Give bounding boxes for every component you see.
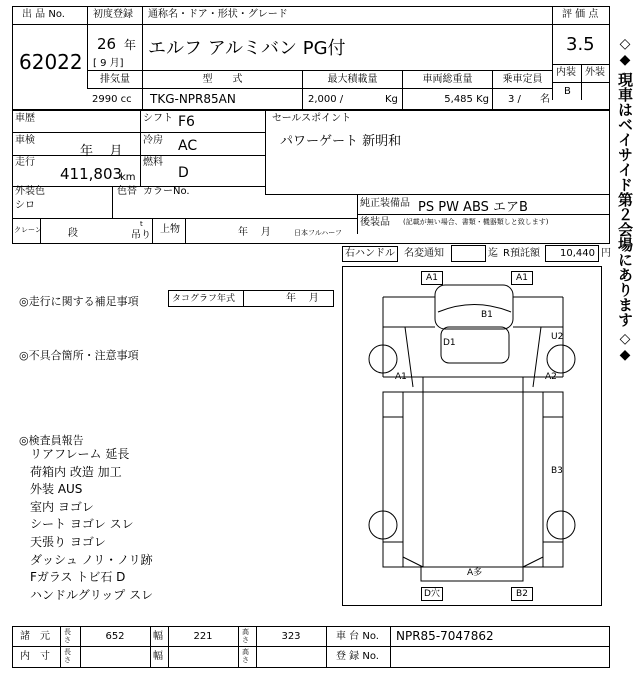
sales-point-value: パワーゲート 新明和 [280, 134, 402, 149]
height-label: 高さ [242, 628, 249, 644]
capacity-label: 乗車定員 [502, 74, 543, 85]
exterior-color-label: 外装色 [15, 186, 45, 197]
fuel-label: 燃料 [143, 157, 163, 168]
width-value: 221 [193, 631, 213, 642]
upper-maker: 日本フルハーフ [294, 229, 342, 237]
upper-date: 年 月 [238, 227, 271, 238]
inspection-label: 車検 [15, 135, 35, 146]
tachograph-value: 年 月 [286, 293, 319, 304]
tachograph-label: タコグラフ年式 [172, 294, 236, 304]
crane-ton-top: t [140, 220, 143, 228]
upper-label: 上物 [160, 224, 180, 235]
crane-ton: 吊り [131, 230, 151, 241]
inspector-line: 荷箱内 改造 加工 [30, 464, 122, 479]
width-label: 幅 [153, 631, 163, 642]
recycle-label: R預託額 [503, 248, 540, 259]
displacement-label: 排気量 [100, 74, 130, 85]
first-reg-year: 26 [97, 35, 117, 53]
chassis-value: NPR85-7047862 [396, 629, 494, 643]
capacity-unit: 名 [540, 94, 550, 105]
lot-number: 62022 [19, 50, 83, 74]
inspector-line: ハンドルグリップ スレ [30, 587, 154, 602]
inspection-value: 年 月 [80, 144, 123, 159]
driving-notes-label: ◎走行に関する補足事項 [19, 295, 139, 308]
height-value: 323 [281, 631, 301, 642]
inner-dims-label: 内 寸 [20, 651, 50, 662]
gvw-label: 車両総重量 [422, 74, 473, 85]
defects-label: ◎不具合箇所・注意事項 [19, 349, 139, 362]
color-no-label: カラーNo. [143, 186, 190, 197]
mark-a1-left: A1 [395, 372, 407, 382]
model-name: エルフ アルミバン PG付 [148, 38, 346, 59]
inspector-line: リアフレーム 延長 [30, 447, 130, 461]
year-unit: 年 [124, 38, 137, 52]
inspector-label: ◎検査員報告 [19, 434, 84, 447]
sales-point-label: セールスポイント [272, 113, 352, 124]
length-label: 長さ [64, 628, 71, 644]
banner-text: 現車はベイサイド第２会場にあります [616, 72, 634, 327]
max-load-value: 2,000 / [308, 94, 344, 105]
mark-a1-front-left: A1 [421, 271, 443, 285]
mileage-value: 411,803 [60, 165, 123, 183]
legal-label: 迄 [488, 248, 498, 259]
registration-label: 登 録 No. [336, 651, 379, 662]
mark-a-many: A多 [467, 568, 483, 578]
mark-b1: B1 [481, 310, 493, 320]
shift-label: シフト [143, 113, 173, 124]
recycle-fee: 10,440 [560, 248, 595, 259]
mark-u2: U2 [551, 332, 564, 342]
model-name-label: 通称名・ドア・形状・グレード [148, 9, 288, 20]
inspector-line: シート ヨゴレ スレ [30, 517, 134, 532]
aftermarket-note: (記載が無い場合、書類・機器類しと致します) [403, 218, 549, 226]
max-load-unit: Kg [385, 94, 398, 105]
steering-value: 右ハンドル [345, 248, 395, 259]
interior-grade: B [564, 86, 571, 97]
length2-label: 長さ [64, 648, 71, 664]
ac-value: AC [178, 138, 198, 154]
inspector-line: 天張り ヨゴレ [30, 534, 106, 549]
gvw-value: 5,485 Kg [444, 94, 489, 105]
mark-a2: A2 [545, 372, 557, 382]
mark-b2: B2 [511, 587, 533, 601]
inspector-line: ダッシュ ノリ・ノリ跡 [30, 552, 153, 567]
height2-label: 高さ [242, 648, 249, 664]
lot-label: 出 品 No. [22, 9, 65, 20]
specs-label: 諸 元 [20, 631, 50, 642]
mark-b3: B3 [551, 466, 563, 476]
width2-label: 幅 [153, 651, 163, 662]
capacity-value: 3 / [508, 94, 521, 105]
mark-a1-front-right: A1 [511, 271, 533, 285]
name-change-box [451, 245, 486, 262]
yen-label: 円 [601, 248, 611, 259]
mileage-label: 走行 [15, 157, 35, 168]
shift-value: F6 [178, 114, 195, 130]
truck-outline-icon [343, 267, 601, 605]
equipment-label: 純正装備品 [360, 198, 410, 209]
crane-label: クレーン [14, 226, 42, 234]
history-label: 車歴 [15, 113, 35, 124]
displacement-value: 2990 cc [92, 94, 132, 105]
length-value: 652 [105, 631, 125, 642]
name-change-label: 名変通知 [404, 248, 444, 259]
banner-diamond-bottom: ◇◆ [617, 331, 633, 363]
aftermarket-label: 後装品 [360, 217, 390, 228]
inspector-line: 室内 ヨゴレ [30, 499, 94, 514]
inspector-report [30, 446, 153, 604]
side-banner [613, 36, 637, 416]
mileage-unit: km [120, 172, 136, 183]
exterior-label: 外装 [585, 67, 605, 78]
model-code-value: TKG-NPR85AN [150, 92, 236, 106]
banner-diamond-top: ◇◆ [617, 36, 633, 68]
score-value: 3.5 [566, 34, 595, 55]
interior-label: 内装 [556, 67, 576, 78]
inspector-line: Fガラス トビ石 D [30, 570, 126, 585]
inspector-line: 外装 AUS [30, 482, 83, 497]
first-reg-month: [ 9 月] [93, 58, 124, 69]
exterior-color-value: シロ [15, 200, 35, 211]
damage-diagram [342, 266, 602, 606]
fuel-value: D [178, 165, 189, 181]
chassis-label: 車 台 No. [336, 631, 379, 642]
equipment-value: PS PW ABS エアB [418, 200, 528, 215]
ac-label: 冷房 [143, 135, 163, 146]
model-code-label: 型 式 [202, 74, 243, 85]
first-reg-label: 初度登録 [93, 9, 133, 20]
max-load-label: 最大積載量 [327, 74, 378, 85]
crane-step: 段 [68, 228, 78, 239]
mark-d1: D1 [443, 338, 456, 348]
color-change-label: 色替 [117, 186, 137, 197]
score-label: 評 価 点 [562, 9, 599, 20]
mark-d-hole: D穴 [421, 587, 443, 601]
